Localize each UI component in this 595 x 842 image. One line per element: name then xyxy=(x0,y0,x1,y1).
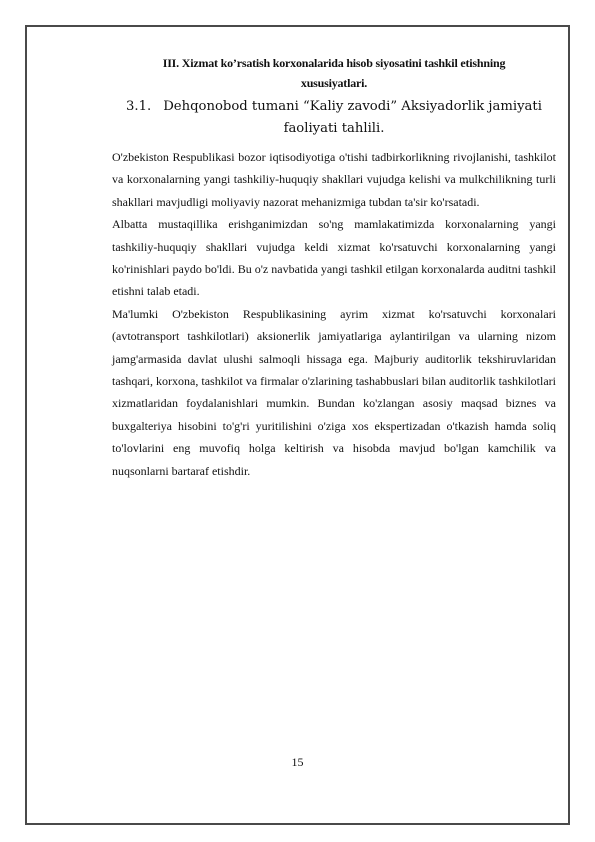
paragraph: Albatta mustaqillika erishganimizdan so'ng mamlakatimizda korxonalarning yangi tashkiliy-huquqiy shakllari vujudga keldi xizmat ko'rsatuvchi korxonalarning yangi ko'rinishlari paydo bo'ldi. Bu o'z navbatida yangi tashkil etilgan korxonalarda auditni tashkil etishni talab etadi. xyxy=(112,217,556,299)
document-body xyxy=(112,53,556,482)
subsection-title xyxy=(112,96,556,140)
subsection-title-line2: faoliyati tahlili. xyxy=(283,121,385,136)
body-text xyxy=(112,146,556,482)
section-title-line1: III. Xizmat ko’rsatish korxonalarida hisob siyosatini tashkil etishning xyxy=(162,56,506,70)
section-title xyxy=(112,53,556,93)
paragraph: Ma'lumki O'zbekiston Respublikasining ayrim xizmat ko'rsatuvchi korxonalari (avtotransport tashkilotlari) aksionerlik jamiyatlariga aylantirilgan va ularning nizom jamg'armasida davlat ulushi salmoqli hissaga ega. Majburiy auditorlik tekshiruvlaridan tashqari, korxona, tashkilot va firmalar o'zlarining tashabbuslari bilan auditorlik tashkilotlari xizmatlaridan foydalanishlari mumkin. Bundan ko'zlangan asosiy maqsad biznes va buxgalteriya hisobini to'g'ri yuritilishini o'ziga xos ekspertizadan o'tkazish hamda soliq to'lovlarini eng muvofiq holga keltirish va hisobda mavjud bo'lgan kamchilik va nuqsonlarni bartaraf etishdir. xyxy=(112,306,556,478)
page-number: 15 xyxy=(291,755,304,769)
subsection-number: 3.1. xyxy=(126,99,152,114)
subsection-title-line1: Dehqonobod tumani “Kaliy zavodi” Aksiyadorlik jamiyati xyxy=(163,99,542,114)
paragraph: O'zbekiston Respublikasi bozor iqtisodiyotiga o'tishi tadbirkorlikning rivojlanishi, tashkilot va korxonalarning yangi tashkiliy-huquqiy shakllari vujudga kelishi va mulkchilikning turli shakllari mavjudligi moliyaviy nazorat mehanizmiga tubdan ta'sir ko'rsatadi. xyxy=(112,150,556,209)
section-title-line2: xususiyatlari. xyxy=(300,76,368,90)
